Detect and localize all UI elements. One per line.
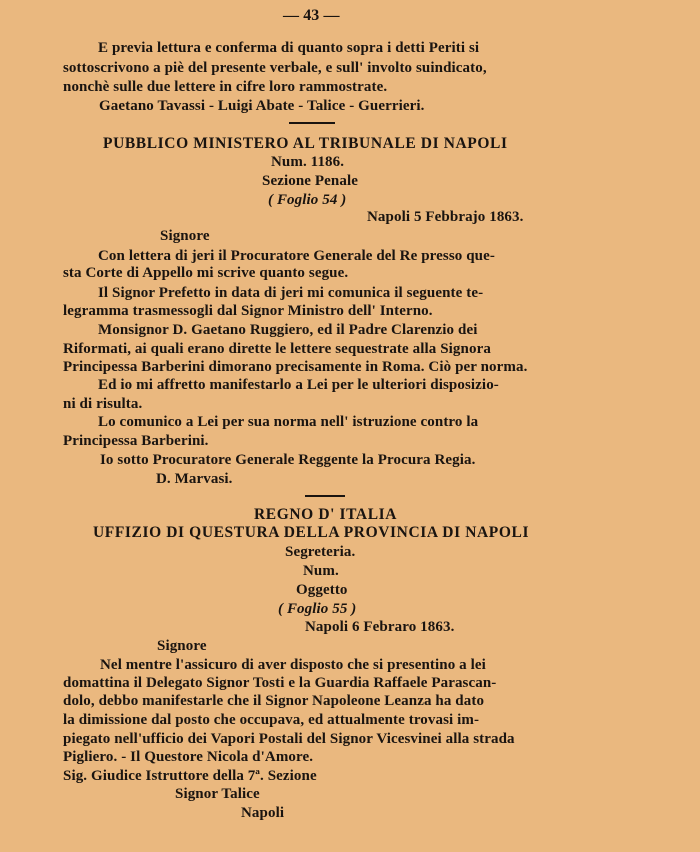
letter1-line: Monsignor D. Gaetano Ruggiero, ed il Padre Clarenzio dei (98, 322, 478, 338)
letter1-line: Lo comunico a Lei per sua norma nell' istruzione contro la (98, 414, 479, 430)
letter2-foglio: ( Foglio 55 ) (278, 601, 357, 617)
letter2-line: piegato nell'ufficio dei Vapori Postali del Signor Vicesvinei alla strada (63, 731, 515, 747)
letter1-num: Num. 1186. (271, 154, 345, 170)
letter2-addressee: Sig. Giudice Istruttore della 7ª. Sezione (63, 768, 317, 784)
letter2-salutation: Signore (157, 638, 207, 654)
letter1-signature: D. Marvasi. (156, 471, 233, 487)
letter1-date: Napoli 5 Febbrajo 1863. (367, 209, 524, 225)
letter2-heading-kingdom: REGNO D' ITALIA (254, 506, 398, 523)
letter2-line: Pigliero. - Il Questore Nicola d'Amore. (63, 749, 314, 765)
letter1-foglio: ( Foglio 54 ) (268, 192, 347, 208)
letter2-line: la dimissione dal posto che occupava, ed attualmente trovasi im- (63, 712, 480, 728)
letter2-addressee-city: Napoli (241, 805, 285, 821)
letter1-line: Principessa Barberini dimorano precisamente in Roma. Ciò per norma. (63, 359, 528, 375)
section-divider (289, 122, 335, 124)
letter1-salutation: Signore (160, 228, 210, 244)
letter1-line: Io sotto Procuratore Generale Reggente la Procura Regia. (100, 452, 476, 468)
letter2-line: domattina il Delegato Signor Tosti e la Guardia Raffaele Parascan- (63, 675, 497, 691)
letter1-line: sta Corte di Appello mi scrive quanto segue. (63, 265, 349, 281)
letter2-segreteria: Segreteria. (285, 544, 356, 560)
letter1-sezione: Sezione Penale (262, 173, 358, 189)
letter1-line: Riformati, ai quali erano dirette le lettere sequestrate alla Signora (63, 341, 491, 357)
letter2-line: Nel mentre l'assicuro di aver disposto che si presentino a lei (100, 657, 486, 673)
letter1-line: Principessa Barberini. (63, 433, 209, 449)
page-number: — 43 — (283, 7, 340, 24)
section-divider (305, 495, 345, 497)
letter1-line: Ed io mi affretto manifestarlo a Lei per le ulteriori disposizio- (98, 377, 499, 393)
letter1-heading: PUBBLICO MINISTERO AL TRIBUNALE DI NAPOLI (103, 135, 508, 152)
letter1-line: Il Signor Prefetto in data di jeri mi comunica il seguente te- (98, 285, 484, 301)
letter2-heading-office: UFFIZIO DI QUESTURA DELLA PROVINCIA DI NAPOLI (93, 524, 530, 541)
letter2-num: Num. (303, 563, 339, 579)
letter2-oggetto: Oggetto (296, 582, 348, 598)
letter1-line: legramma trasmessogli dal Signor Ministro dell' Interno. (63, 303, 433, 319)
intro-line: sottoscrivono a piè del presente verbale, e sull' involto suindicato, (63, 60, 487, 76)
letter2-addressee-name: Signor Talice (175, 786, 260, 802)
letter1-line: Con lettera di jeri il Procuratore Generale del Re presso que- (98, 248, 495, 264)
intro-line: nonchè sulle due lettere in cifre loro rammostrate. (63, 79, 388, 95)
intro-signatures: Gaetano Tavassi - Luigi Abate - Talice - Guerrieri. (99, 98, 425, 114)
letter1-line: ni di risulta. (63, 396, 143, 412)
letter2-date: Napoli 6 Febraro 1863. (305, 619, 455, 635)
letter2-line: dolo, debbo manifestarle che il Signor Napoleone Leanza ha dato (63, 693, 485, 709)
intro-line: E previa lettura e conferma di quanto sopra i detti Periti si (98, 40, 480, 56)
